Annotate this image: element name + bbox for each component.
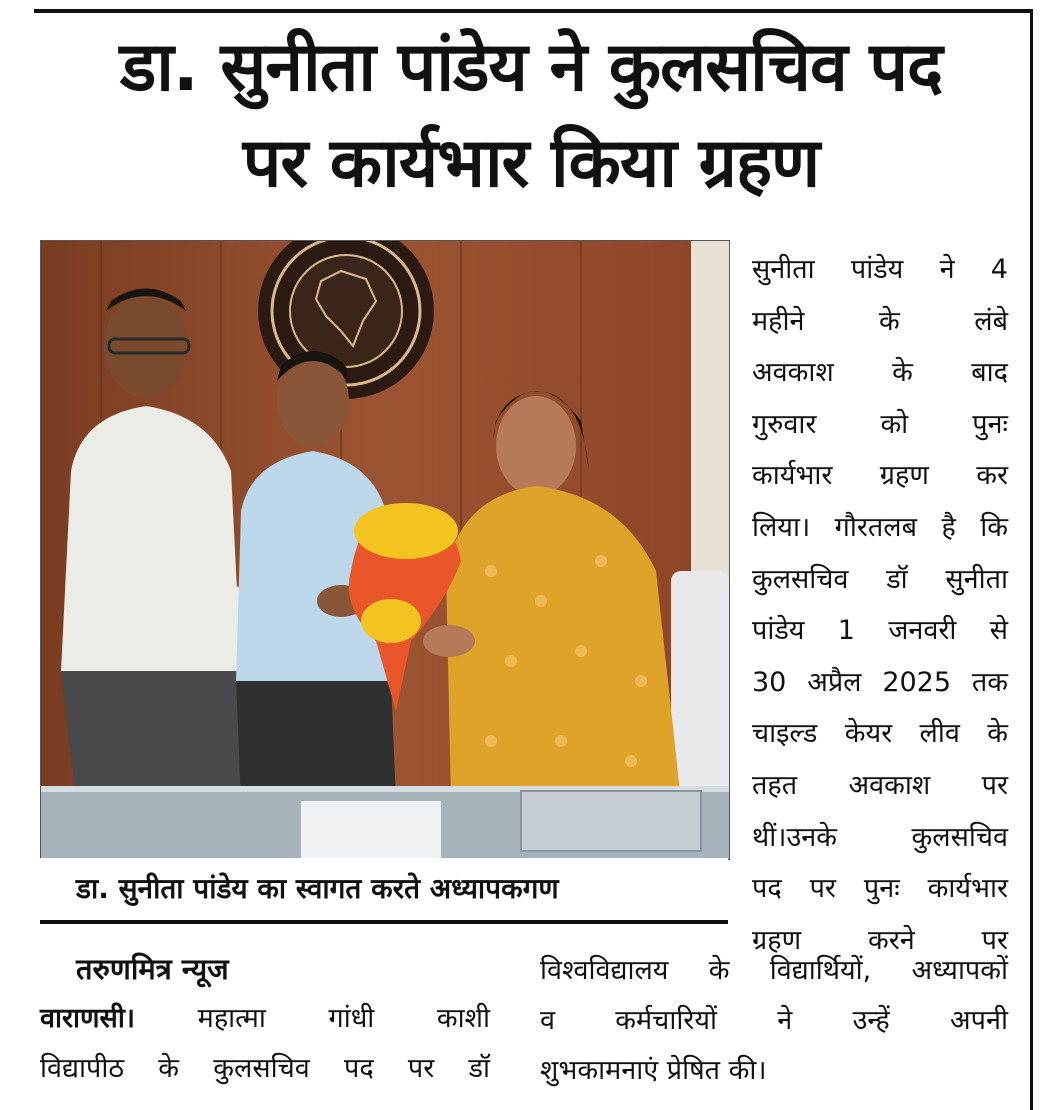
body-line: विश्वविद्यालय के विद्यार्थियों, अध्यापकों xyxy=(540,955,1008,986)
body-text-right xyxy=(540,946,1008,1096)
side-line: लिया। गौरतलब है कि xyxy=(752,511,1008,543)
byline: तरुणमित्र न्यूज xyxy=(76,952,229,986)
side-line: 30 अप्रैल 2025 तक xyxy=(752,666,1008,698)
body-line: व कर्मचारियों ने उन्हें अपनी xyxy=(540,1005,1008,1036)
headline-line-2: पर कार्यभार किया ग्रहण xyxy=(242,124,820,203)
body-line: शुभकामनाएं प्रेषित की। xyxy=(540,1055,767,1086)
top-rule xyxy=(34,9,1032,13)
side-line: कार्यभार ग्रहण कर xyxy=(752,460,1008,492)
side-line: गुरुवार को पुनः xyxy=(752,408,1008,440)
side-line: ग्रहण करने पर xyxy=(752,924,1008,956)
dateline-place: वाराणसी। xyxy=(40,1003,136,1034)
side-line: पद पर पुनः कार्यभार xyxy=(752,873,1008,905)
side-line: अवकाश के बाद xyxy=(752,357,1008,389)
body-line-text: महात्मा गांधी काशी xyxy=(135,1003,490,1034)
body-line xyxy=(40,994,490,1044)
photo-caption: डा. सुनीता पांडेय का स्वागत करते अध्यापकगण xyxy=(76,872,559,905)
side-line: तहत अवकाश पर xyxy=(752,769,1008,801)
side-line: महीने के लंबे xyxy=(752,305,1008,337)
news-photo xyxy=(40,240,730,860)
side-column-text xyxy=(752,244,1008,966)
body-text-left xyxy=(40,994,490,1094)
headline-line-1: डा. सुनीता पांडेय ने कुलसचिव पद xyxy=(119,28,943,107)
body-line: विद्यापीठ के कुलसचिव पद पर डॉ xyxy=(40,1053,490,1084)
side-line: सुनीता पांडेय ने 4 xyxy=(752,254,1008,285)
side-line: चाइल्ड केयर लीव के xyxy=(752,718,1008,750)
side-line: कुलसचिव डॉ सुनीता xyxy=(752,563,1008,595)
side-line: थीं।उनके कुलसचिव xyxy=(752,821,1008,853)
side-line: पांडेय 1 जनवरी से xyxy=(752,615,1008,647)
column-rule xyxy=(1030,9,1033,1110)
caption-band xyxy=(40,858,728,924)
